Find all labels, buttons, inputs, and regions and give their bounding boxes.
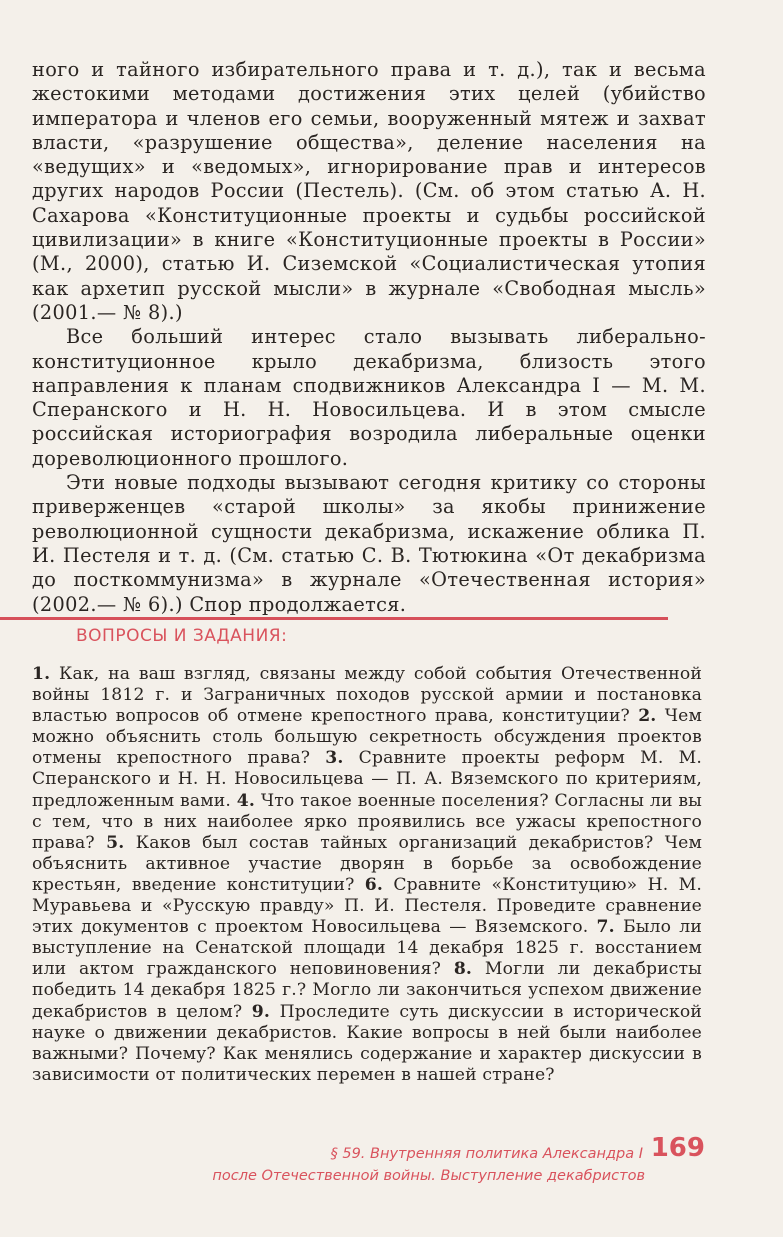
question-number: 4. [236, 790, 256, 811]
paragraph-continuation: ного и тайного избирательного права и т. д.), так и весьма жестокими методами достижения этих целей (убийство императора и членов его семьи, вооруженный мятеж и захват власти, «разрушение общества», деление населения на «ведущих» и «ведомых», игнорирование прав и интересов других народов России (Пестель). (См. об этом статью А. Н. Сахарова «Конституционные проекты и судьбы российской цивилизации» в книге «Конституционные проекты в России» (М., 2000), статью И. Сиземской «Социалистическая утопия как архетип русской мысли» в журнале «Свободная мысль» (2001.— № 8).) [32, 58, 706, 324]
question-number: 2. [638, 706, 657, 727]
question-text: Проследите суть дискуссии в исторической науке о движении декабристов. Какие вопросы в ней были наиболее важными? Почему? Как менялись содержание и характер дискуссии в зависимости от политических перемен в нашей стране? [32, 1001, 702, 1085]
paragraph-liberal-wing: Все больший интерес стало вызывать либерально-конституционное крыло декабризма, близость этого направления к планам сподвижников Александра I — М. М. Сперанского и Н. Н. Новосильцева. И в этом смысле российская историография возродила либеральные оценки дореволюционного прошлого. [32, 325, 706, 470]
question-number: 3. [325, 748, 344, 769]
question-number: 1. [32, 664, 51, 684]
questions-block [32, 664, 702, 1086]
paragraph-new-approaches: Эти новые подходы вызывают сегодня критику со стороны приверженцев «старой школы» за якобы принижение революционной сущности декабризма, искажение облика П. И. Пестеля и т. д. (См. статью С. В. Тютюкина «От декабризма до посткоммунизма» в журнале «Отечественная история» (2002.— № 6).) Спор продолжается. [32, 471, 706, 616]
main-text [32, 58, 706, 617]
question-number: 9. [251, 1001, 271, 1022]
footer-section-title: § 59. Внутренняя политика Александра I [330, 1146, 643, 1162]
question-text: Каков был состав тайных организаций декабристов? Чем объяснить активное участие дворян в борьбе за освобождение крестьян, введение конституции? [32, 832, 702, 895]
question-text: Могли ли декабристы победить 14 декабря 1825 г.? Могло ли закончиться успехом движение декабристов в целом? [32, 959, 702, 1022]
questions-heading: ВОПРОСЫ И ЗАДАНИЯ: [76, 626, 288, 646]
question-text: Чем можно объяснить столь большую секретность обсуждения проектов отмены крепостного права? [32, 706, 702, 769]
footer-section-subtitle: после Отечественной войны. Выступление декабристов [212, 1168, 645, 1184]
question-text: Было ли выступление на Сенатской площади 14 декабря 1825 г. восстанием или актом гражданского неповиновения? [32, 917, 702, 980]
question-text: Сравните проекты реформ М. М. Сперанского и Н. Н. Новосильцева — П. А. Вяземского по критериям, предложенным вами. [32, 748, 702, 811]
question-number: 5. [106, 832, 125, 853]
page-number: 169 [650, 1133, 705, 1163]
question-number: 7. [596, 917, 615, 938]
question-number: 8. [453, 959, 473, 980]
question-text: Как, на ваш взгляд, связаны между собой события Отечественной войны 1812 г. и Заграничных походов русской армии и постановка властью вопросов об отмене крепостного права, конституции? [32, 664, 702, 727]
question-text: Сравните «Конституцию» Н. М. Муравьева и «Русскую правду» П. И. Пестеля. Проведите сравнение этих документов с проектом Новосильцева — Вяземского. [32, 874, 702, 938]
question-text: Что такое военные поселения? Согласны ли вы с тем, что в них наиболее ярко проявились все ужасы крепостного права? [32, 790, 702, 853]
section-divider [0, 617, 668, 620]
running-footer [140, 1133, 705, 1187]
question-number: 6. [364, 874, 383, 895]
